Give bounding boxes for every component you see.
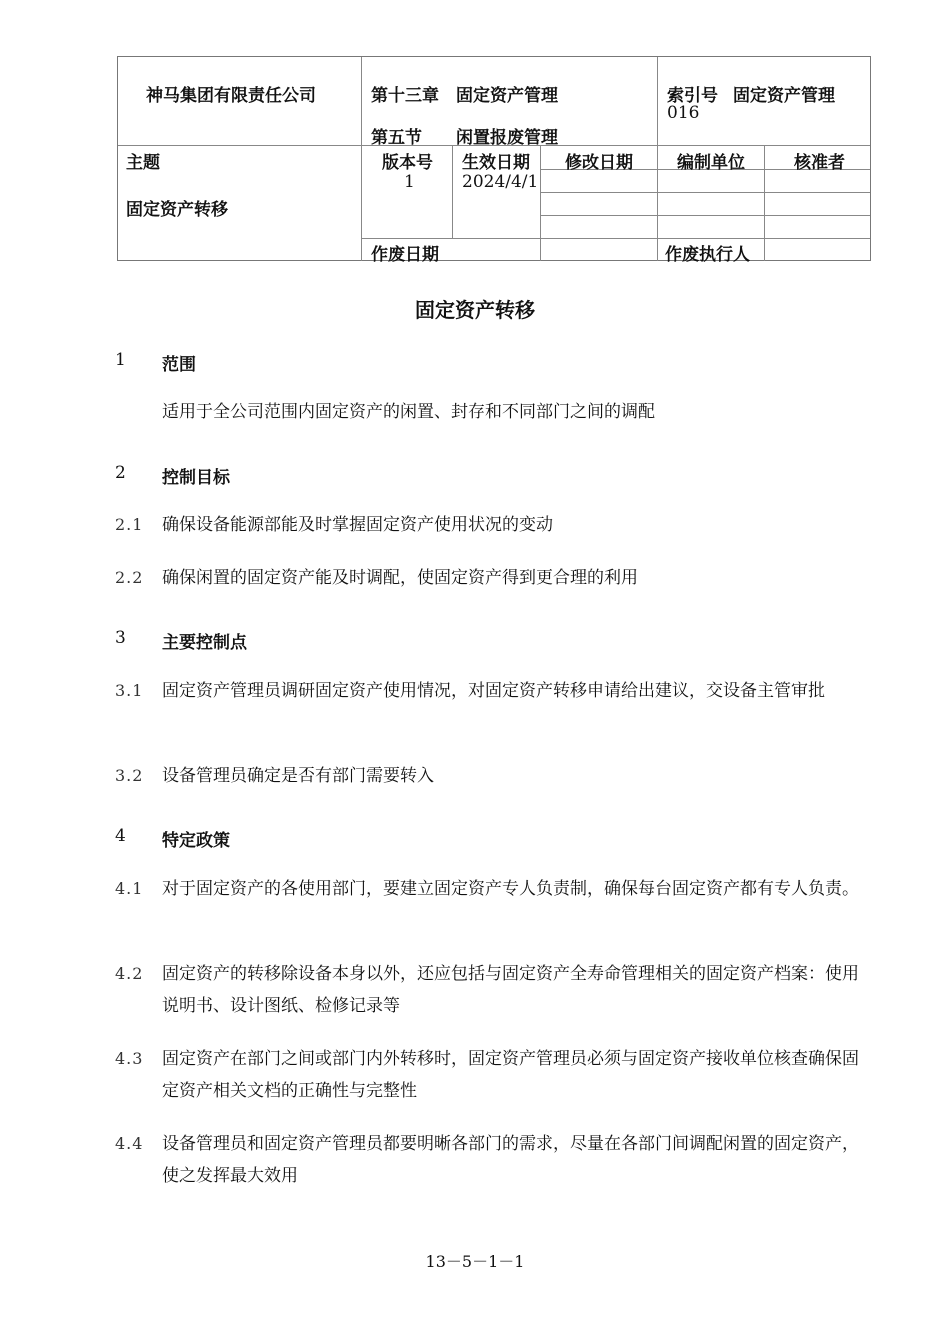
header-table: [117, 56, 871, 265]
item-text: 固定资产管理员调研固定资产使用情况，对固定资产转移申请给出建议，交设备主管审批: [162, 681, 825, 701]
item-number: 2.1: [115, 515, 144, 534]
section-heading-objectives: 控制目标: [162, 468, 230, 488]
index-value: 固定资产管理: [733, 86, 835, 106]
section-heading-control-points: 主要控制点: [162, 633, 247, 653]
index-number: 016: [667, 103, 700, 123]
effective-date-value: 2024/4/1: [462, 172, 539, 192]
item-number: 3.1: [115, 681, 144, 700]
section-number: 1: [115, 350, 126, 370]
item-text: 对于固定资产的各使用部门，要建立固定资产专人负责制，确保每台固定资产都有专人负责。: [162, 879, 859, 899]
item-number: 4.4: [115, 1134, 144, 1153]
unit-label: 编制单位: [677, 153, 745, 173]
item-text: 确保闲置的固定资产能及时调配，使固定资产得到更合理的利用: [162, 568, 638, 588]
section-heading-policies: 特定政策: [162, 831, 230, 851]
version-value: 1: [404, 172, 415, 192]
item-text: 固定资产的转移除设备本身以外，还应包括与固定资产全寿命管理相关的固定资产档案：使用说明书、设计图纸、检修记录等: [162, 964, 859, 1016]
item-text: 确保设备能源部能及时掌握固定资产使用状况的变动: [162, 515, 553, 535]
item-text: 固定资产在部门之间或部门内外转移时，固定资产管理员必须与固定资产接收单位核查确保固定资产相关文档的正确性与完整性: [162, 1049, 859, 1101]
subject-value: 固定资产转移: [126, 200, 228, 220]
item-text: 设备管理员和固定资产管理员都要明晰各部门的需求，尽量在各部门间调配闲置的固定资产，使之发挥最大效用: [162, 1134, 859, 1186]
effective-date-label: 生效日期: [462, 153, 530, 173]
void-executor-label: 作废执行人: [665, 245, 750, 265]
approver-label: 核准者: [794, 153, 845, 173]
section-number: 3: [115, 628, 126, 648]
version-label: 版本号: [382, 153, 433, 173]
company-name: 神马集团有限责任公司: [146, 86, 316, 106]
modified-date-label: 修改日期: [565, 153, 633, 173]
item-number: 4.3: [115, 1049, 144, 1068]
document-title: 固定资产转移: [415, 298, 535, 322]
item-number: 2.2: [115, 568, 144, 587]
scope-paragraph: 适用于全公司范围内固定资产的闲置、封存和不同部门之间的调配: [162, 402, 655, 422]
item-number: 4.1: [115, 879, 144, 898]
page-number: 13－5－1－1: [425, 1252, 525, 1271]
item-number: 3.2: [115, 766, 144, 785]
void-date-label: 作废日期: [371, 245, 439, 265]
section-number: 4: [115, 826, 126, 846]
index-label: 索引号: [667, 86, 718, 106]
section-title: 第五节 闲置报废管理: [371, 128, 558, 148]
section-number: 2: [115, 463, 126, 483]
chapter-title: 第十三章 固定资产管理: [371, 86, 558, 106]
subject-label: 主题: [126, 153, 160, 173]
item-text: 设备管理员确定是否有部门需要转入: [162, 766, 434, 786]
section-heading-scope: 范围: [162, 355, 196, 375]
item-number: 4.2: [115, 964, 144, 983]
